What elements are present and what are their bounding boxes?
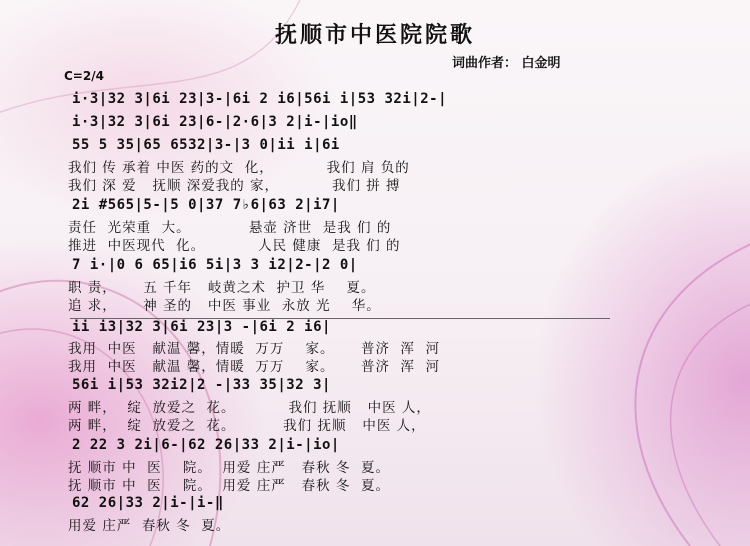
key-signature: C=2/4 — [64, 69, 104, 83]
lyric-line: 两 畔， 绽 放爱之 花。 我们 抚顺 中医 人， — [68, 418, 426, 434]
lyric-line: 追 求， 神 圣的 中医 事业 永放 光 华。 — [68, 298, 381, 314]
lyric-line: 推进 中医现代 化。 人民 健康 是我 们 的 — [68, 238, 401, 254]
lyric-line: 用爱 庄严 春秋 冬 夏。 — [68, 518, 231, 534]
notation-line: i·3|32 3|6i 23|6-|2·6|3 2|i-|io‖ — [72, 114, 358, 130]
lyric-line: 职 责， 五 千年 岐黄之术 护卫 华 夏。 — [68, 280, 376, 296]
lyric-line: 我们 传 承着 中医 药的文 化， 我们 肩 负的 — [68, 160, 410, 176]
lyric-line: 我用 中医 献温 馨，情暖 万万 家。 普济 浑 河 — [68, 341, 441, 357]
notation-line: ii i3|32 3|6i 23|3 -|6i 2 i6| — [72, 319, 331, 335]
notation-line: 56i i|53 32i2|2 -|33 35|32 3| — [72, 377, 331, 393]
notation-line: 2 22 3 2i|6-|62 26|33 2|i-|io| — [72, 437, 340, 453]
lyric-line: 责任 光荣重 大。 悬壶 济世 是我 们 的 — [68, 220, 392, 236]
lyric-line: 我们 深 爱 抚顺 深爱我的 家， 我们 拼 搏 — [68, 178, 401, 194]
composer-credit: 词曲作者： 白金明 — [452, 56, 561, 71]
lyric-line: 我用 中医 献温 馨，情暖 万万 家。 普济 浑 河 — [68, 359, 441, 375]
lyric-line: 抚 顺市 中 医 院。 用爱 庄严 春秋 冬 夏。 — [68, 460, 390, 476]
lyric-line: 两 畔， 绽 放爱之 花。 我们 抚顺 中医 人， — [68, 400, 431, 416]
song-title: 抚顺市中医院院歌 — [274, 23, 475, 48]
lyric-line: 抚 顺市 中 医 院。 用爱 庄严 春秋 冬 夏。 — [68, 478, 390, 494]
notation-line: 7 i·|0 6 65|i6 5i|3 3 i2|2-|2 0| — [72, 257, 358, 273]
notation-line: 2i #565|5-|5 0|37 7♭6|63 2|i7| — [72, 197, 340, 213]
notation-line: 55 5 35|65 6532|3-|3 0|ii i|6i — [72, 137, 340, 153]
notation-line: 62 26|33 2|i-|i-‖ — [72, 495, 224, 511]
notation-line: i·3|32 3|6i 23|3-|6i 2 i6|56i i|53 32i|2-| — [72, 91, 448, 107]
